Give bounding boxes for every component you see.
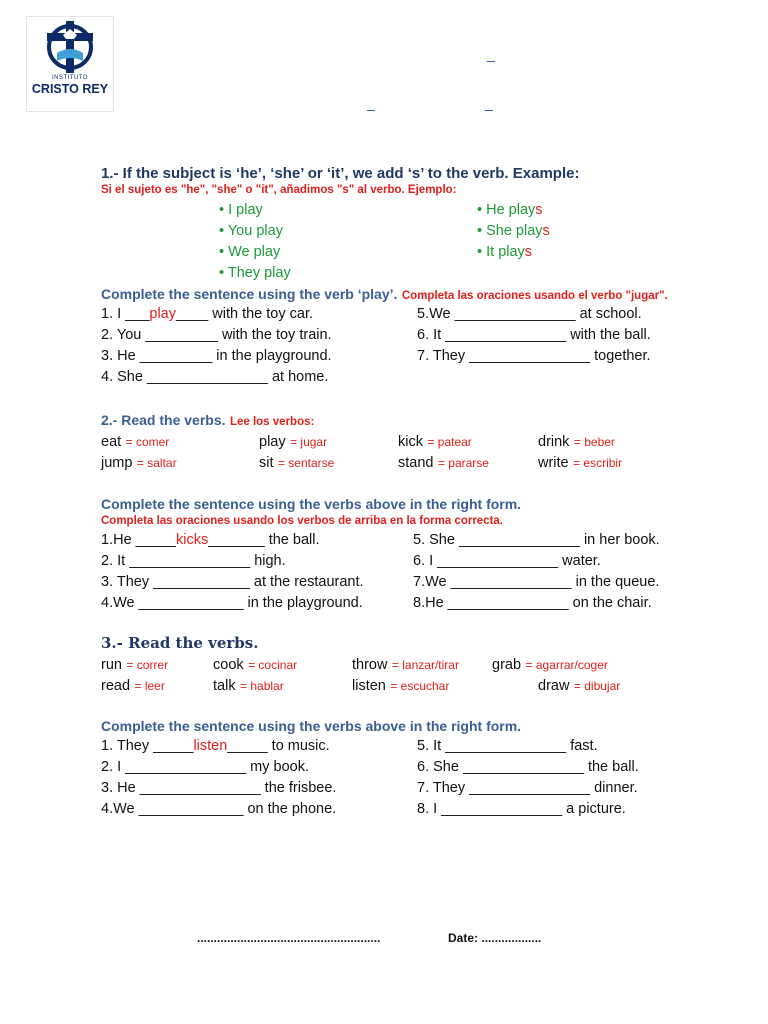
added-s: s: [524, 244, 533, 260]
s1-sentence-3: 3. He _________ in the playground.: [101, 348, 332, 364]
example-left-3: • We play: [219, 244, 281, 260]
example-left-1: • I play: [219, 202, 263, 218]
header-blank-3: _: [485, 95, 493, 111]
date-label: Date:: [448, 931, 479, 945]
s3-sentence-6: 6. She _______________ the ball.: [417, 759, 639, 775]
verb-throw: throw = lanzar/tirar: [352, 657, 459, 673]
verb-drink: drink = beber: [538, 434, 615, 450]
signature-line: .......................................................: [197, 931, 381, 945]
s1-sentence-5: 5.We _______________ at school.: [417, 306, 642, 322]
s2-sentence-4: 4.We _____________ in the playground.: [101, 595, 363, 611]
verb-eat: eat = comer: [101, 434, 170, 450]
section3-title: 3.- Read the verbs.: [101, 634, 259, 652]
verb-write: write = escribir: [538, 455, 623, 471]
section2-instruction-es: Completa las oraciones usando los verbos de arriba en la forma correcta.: [101, 515, 504, 527]
s3-sentence-1: 1. They _____listen_____ to music.: [101, 738, 330, 754]
added-s: s: [542, 223, 550, 239]
s1-sentence-2: 2. You _________ with the toy train.: [101, 327, 332, 343]
verb-draw: draw = dibujar: [538, 678, 621, 694]
example-right-3: • It plays: [477, 244, 533, 260]
verb-talk: talk = hablar: [213, 678, 284, 694]
section1-title: 1.- If the subject is ‘he’, ‘she’ or ‘it’, we add ‘s’ to the verb. Example:: [101, 165, 580, 182]
date-value: ..................: [481, 931, 542, 945]
verb-run: run = correr: [101, 657, 169, 673]
logo-school-name: CRISTO REY: [31, 82, 109, 96]
s2-sentence-6: 6. I _______________ water.: [413, 553, 601, 569]
section2-title: 2.- Read the verbs. Lee los verbos:: [101, 412, 315, 428]
s3-sentence-8: 8. I _______________ a picture.: [417, 801, 626, 817]
s3-sentence-5: 5. It _______________ fast.: [417, 738, 598, 754]
example-left-4: • They play: [219, 265, 291, 281]
added-s: s: [535, 202, 543, 218]
verb-cook: cook = cocinar: [213, 657, 298, 673]
s3-sentence-3: 3. He _______________ the frisbee.: [101, 780, 337, 796]
s2-sentence-2: 2. It _______________ high.: [101, 553, 286, 569]
s3-sentence-4: 4.We _____________ on the phone.: [101, 801, 337, 817]
section3-instruction: Complete the sentence using the verbs above in the right form.: [101, 718, 522, 734]
s2-sentence-7: 7.We _______________ in the queue.: [413, 574, 660, 590]
s1-sentence-6: 6. It _______________ with the ball.: [417, 327, 651, 343]
verb-read: read = leer: [101, 678, 165, 694]
verb-play: play = jugar: [259, 434, 328, 450]
answer-example: listen: [193, 738, 228, 754]
verb-stand: stand = pararse: [398, 455, 489, 471]
section1-subtitle: Si el sujeto es "he", "she" o "it", añadimos "s" al verbo. Ejemplo:: [101, 184, 457, 196]
verb-kick: kick = patear: [398, 434, 472, 450]
s3-sentence-7: 7. They _______________ dinner.: [417, 780, 638, 796]
verb-grab: grab = agarrar/coger: [492, 657, 608, 673]
logo-institute-text: INSTITUTO: [51, 75, 89, 81]
example-right-1: • He plays: [477, 202, 543, 218]
example-left-2: • You play: [219, 223, 283, 239]
verb-jump: jump = saltar: [101, 455, 177, 471]
header-blank-1: _: [487, 46, 495, 62]
s1-sentence-1: 1. I ___play____ with the toy car.: [101, 306, 314, 322]
section1-instruction: Complete the sentence using the verb ‘play’. Completa las oraciones usando el verbo "jugar".: [101, 286, 668, 302]
s1-sentence-7: 7. They _______________ together.: [417, 348, 651, 364]
s2-sentence-1: 1.He _____kicks_______ the ball.: [101, 532, 320, 548]
s3-sentence-2: 2. I _______________ my book.: [101, 759, 309, 775]
s2-sentence-8: 8.He _______________ on the chair.: [413, 595, 652, 611]
s2-sentence-3: 3. They ____________ at the restaurant.: [101, 574, 364, 590]
s1-sentence-4: 4. She _______________ at home.: [101, 369, 329, 385]
verb-listen: listen = escuchar: [352, 678, 450, 694]
section2-instruction: Complete the sentence using the verbs above in the right form.: [101, 496, 522, 512]
example-right-2: • She plays: [477, 223, 550, 239]
answer-example: play: [149, 306, 176, 322]
date-field: [448, 931, 541, 945]
answer-example: kicks: [175, 532, 209, 548]
header-blank-2: _: [367, 95, 375, 111]
cross-emblem-icon: [27, 17, 113, 77]
s2-sentence-5: 5. She _______________ in her book.: [413, 532, 660, 548]
verb-sit: sit = sentarse: [259, 455, 335, 471]
school-logo: [26, 16, 114, 112]
